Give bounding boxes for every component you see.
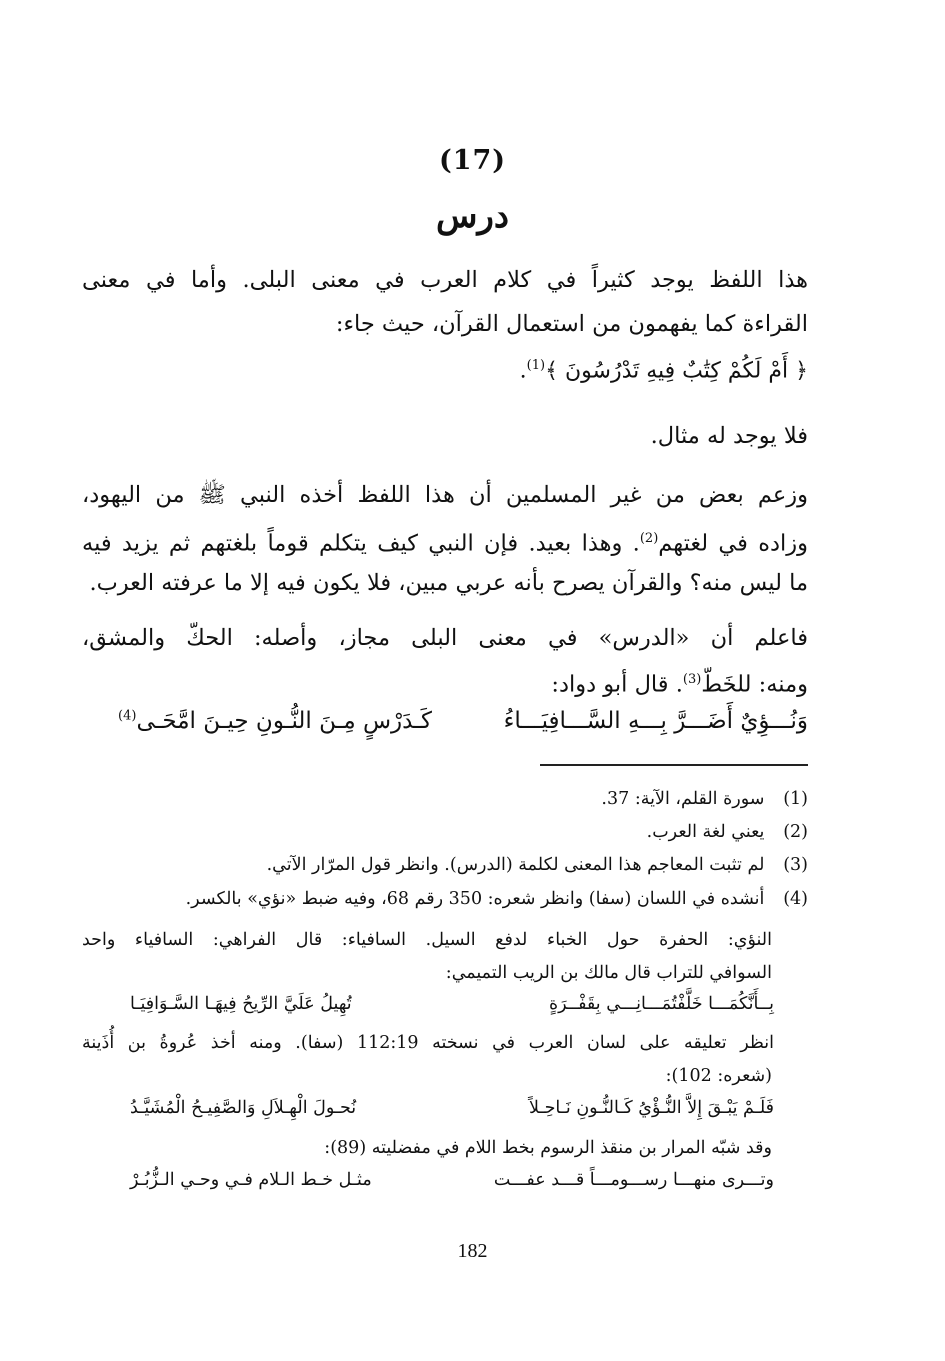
footnote-2 (82, 818, 808, 846)
verse-first-hemistich: وَنُـــؤِيٌ أَضَـــرَّ بِـــهِ السَّـــافِيَـــاءُ (503, 708, 808, 734)
paragraph-3-text-a: وزاده في لغتهم (658, 530, 808, 557)
footnote-4-mark: (4) (783, 889, 808, 909)
poem-verse (118, 708, 808, 748)
poem-1-first-hemistich: بِــأَنَّكُمَـــا خَلَّفْتُمَـــانِـــي بِقَفْــرَةٍ (548, 994, 774, 1014)
footnote-4-line-2: النؤي: الحفرة حول الخباء لدفع السيل. السافياء: قال الفراهي: السافياء واحد (82, 930, 772, 950)
paragraph-3-line-1: وزعم بعض من غير المسلمين أن هذا اللفظ أخذه النبي ﷺ من اليهود، (82, 482, 808, 508)
page-number: 182 (457, 1240, 488, 1262)
paragraph-4-line-1: فاعلم أن «الدرس» في معنى البلى مجاز، وأصله: الحكّ والمشق، (82, 625, 808, 651)
paragraph-3-line-2 (82, 521, 808, 562)
chapter-number: (17) (438, 145, 507, 176)
paragraph-3-line-3: ما ليس منه؟ والقرآن يصرح بأنه عربي مبين، فلا يكون فيه إلا ما عرفته العرب. (89, 570, 808, 596)
footnote-ref-4: (4) (118, 708, 137, 724)
paragraph-1-line-1: هذا اللفظ يوجد كثيراً في كلام العرب في معنى البلى. وأما في معنى (82, 267, 808, 293)
paragraph-2: فلا يوجد له مثال. (650, 423, 808, 449)
footnote-1-mark: (1) (783, 789, 808, 809)
verse-second-text: كَـدَرْسٍ مِـنَ النُّـونِ حِيـنَ امَّحَـى (136, 708, 432, 734)
verse-second-hemistich (118, 708, 432, 734)
footnote-4-line-3: السوافي للتراب قال مالك بن الريب التميمي: (445, 963, 772, 983)
poem-3-second-hemistich: مثـل خـط الـلام فـي وحـي الـزُّبُـرْ (130, 1170, 372, 1190)
footnote-4-line-5: انظر تعليقه على لسان العرب في نسخته 112:19 (سفا). ومنه أخذ عُروةُ بن أُذَينة (82, 1033, 774, 1053)
footnote-4-line-8: وقد شبّه المرار بن منقذ الرسوم بخط اللام في مفضليته (89): (324, 1138, 772, 1158)
footnote-divider (540, 764, 808, 766)
footnote-ref-2: (2) (639, 531, 659, 546)
poem-1-second-hemistich: تُهِيلُ عَلَيَّ الرِّيحُ فِيهَـا السَّـوَافِيَـا (130, 994, 352, 1014)
footnote-4-line-6: (شعره: 102): (665, 1066, 772, 1086)
quran-quote (520, 358, 808, 383)
paragraph-4-line-2 (82, 662, 808, 703)
footnote-2-mark: (2) (783, 822, 808, 842)
footnote-poem-3 (130, 1170, 774, 1198)
footnote-poem-2 (130, 1098, 774, 1126)
footnote-ref-1: (1) (526, 358, 546, 373)
poem-3-first-hemistich: وتـــرى منهـــا رســـومـــاً قـــد عفـــت (493, 1170, 774, 1190)
quran-end: . (519, 358, 527, 384)
paragraph-3-text-b: . وهذا بعيد. فإن النبي كيف يتكلم قوماً بلغتهم ثم يزيد فيه (82, 530, 640, 557)
footnote-4-text: أنشده في اللسان (سفا) وانظر شعره: 350 رقم 68، وفيه ضبط «نؤي» بالكسر. (185, 889, 765, 909)
footnote-2-text: يعني لغة العرب. (646, 822, 765, 842)
footnote-ref-3: (3) (682, 672, 702, 687)
footnote-4 (82, 885, 808, 913)
paragraph-4-text-b: . قال أبو دواد: (551, 671, 683, 698)
poem-2-second-hemistich: نُحـولَ الْهِـلاَلِ وَالصَّفِيـحُ الْمُشَيَّـدُ (130, 1098, 357, 1118)
chapter-title: درس (435, 196, 510, 236)
paragraph-4-text-a: ومنه: للخَطّ (701, 671, 808, 698)
paragraph-1-line-2: القراءة كما يفهمون من استعمال القرآن، حيث جاء: (335, 311, 808, 337)
footnote-3 (82, 851, 808, 879)
footnote-poem-1 (130, 994, 774, 1022)
footnote-1-text: سورة القلم، الآية: 37. (601, 789, 765, 809)
footnote-3-mark: (3) (783, 855, 808, 875)
poem-2-first-hemistich: فَلَـمْ يَبْـقَ إِلاَّ النُّـؤْيُ كَـالنُّـونِ نَـاحِـلاً (529, 1098, 774, 1118)
footnote-1 (82, 785, 808, 813)
quran-verse: ﴿ أَمْ لَكُمْ كِتَٰبٌ فِيهِ تَدْرُسُونَ ﴾ (545, 358, 808, 384)
footnote-3-text: لم تثبت المعاجم هذا المعنى لكلمة (الدرس). وانظر قول المرّار الآتي. (266, 855, 765, 875)
